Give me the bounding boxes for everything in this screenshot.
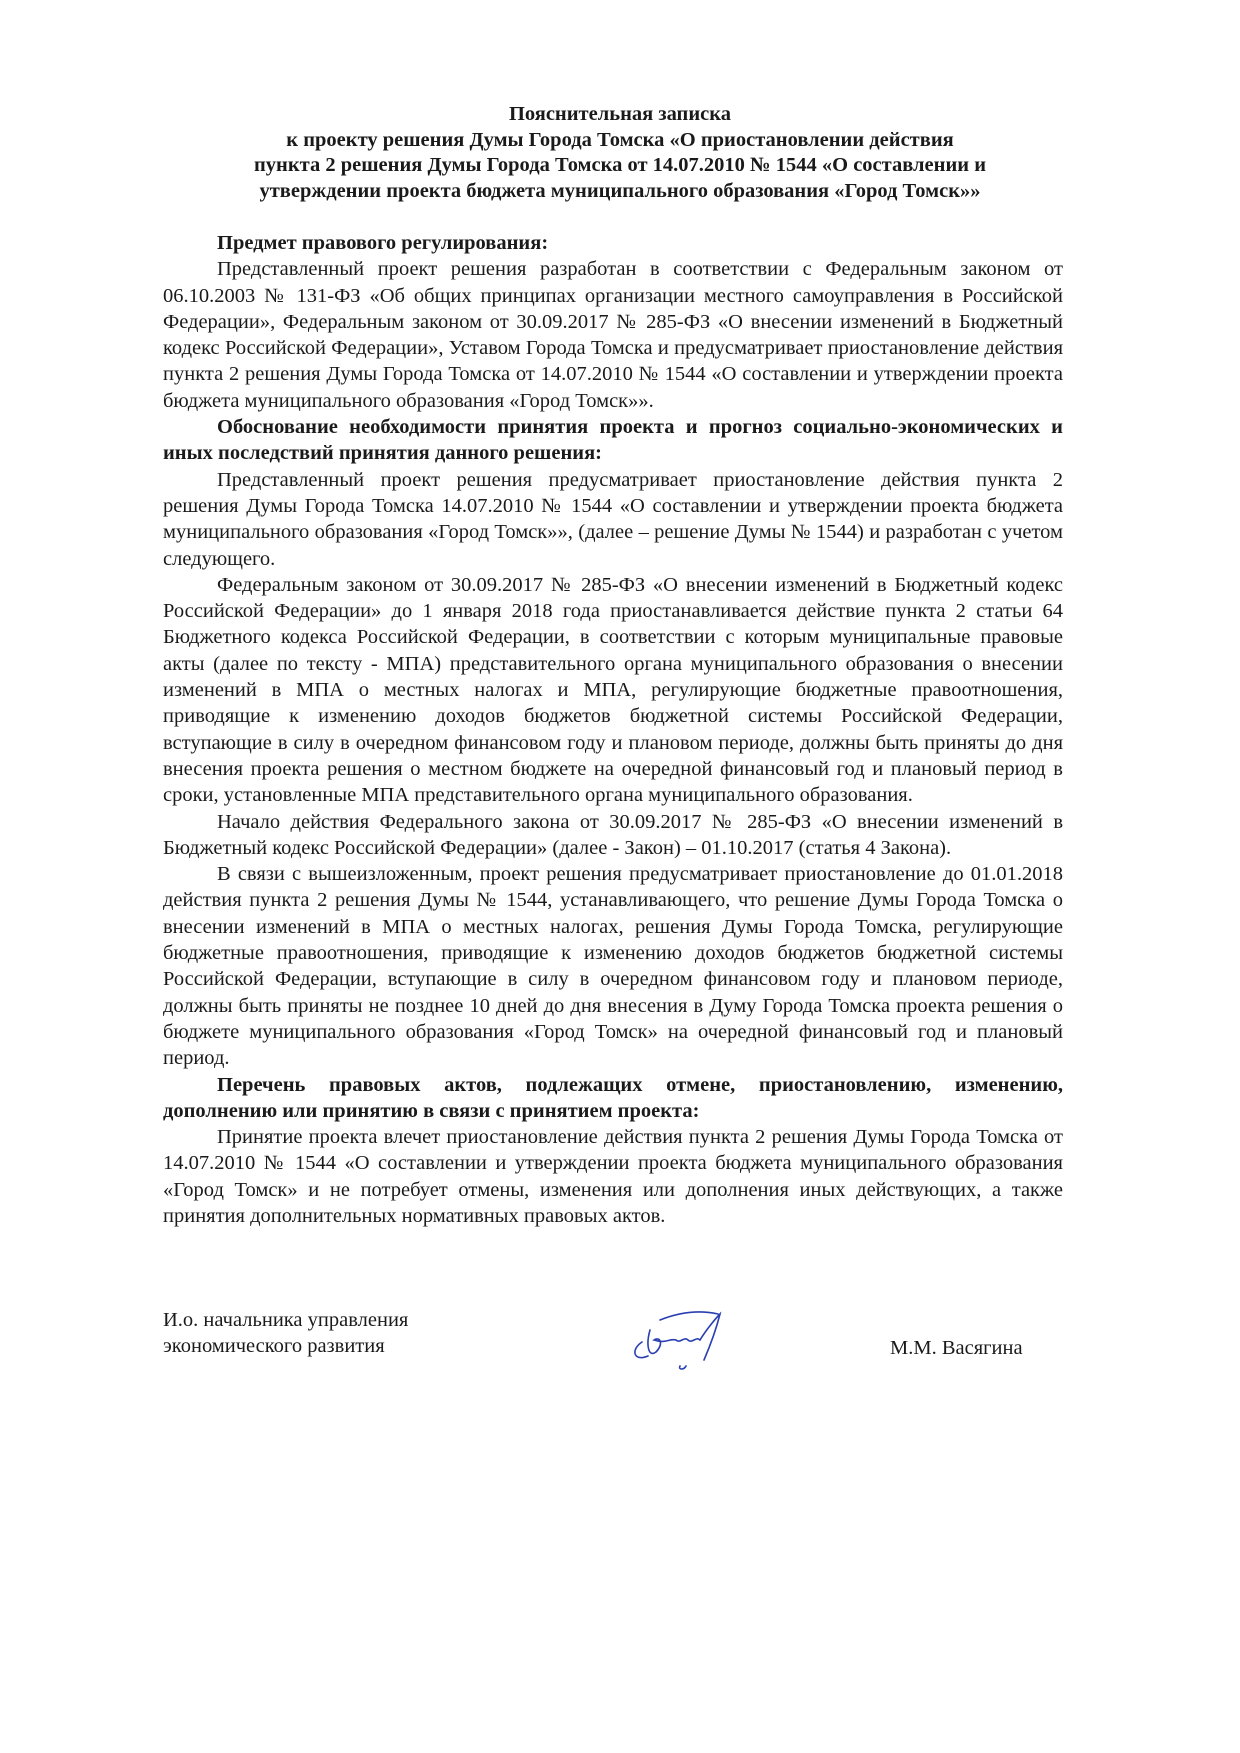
handwritten-signature — [620, 1300, 740, 1370]
document-title — [170, 102, 1070, 204]
paragraph: Представленный проект решения предусматривает приостановление действия пункта 2 решения Думы Города Томска 14.07.2010 № 1544 «О составлении и утверждении проекта бюджета муниципального образования «Город Томск»», (далее – решение Думы № 1544) и разработан с учетом следующего. — [163, 468, 1063, 570]
signatory-name: М.М. Васягина — [890, 1337, 1023, 1359]
title-line: утверждении проекта бюджета муниципального образования «Город Томск»» — [259, 179, 981, 202]
paragraph: Представленный проект решения разработан в соответствии с Федеральным законом от 06.10.2003 № 131-ФЗ «Об общих принципах организации местного самоуправления в Российской Федерации», Федеральным законом от 30.09.2017 № 285-ФЗ «О внесении изменений в Бюджетный кодекс Российской Федерации», Уставом Города Томска и предусматривает приостановление действия пункта 2 решения Думы Города Томска от 14.07.2010 № 1544 «О составлении и утверждении проекта бюджета муниципального образования «Город Томск»». — [163, 258, 1063, 412]
paragraph: Федеральным законом от 30.09.2017 № 285-ФЗ «О внесении изменений в Бюджетный кодекс Российской Федерации» до 1 января 2018 года приостанавливается действие пункта 2 статьи 64 Бюджетного кодекса Российской Федерации, в соответствии с которым муниципальные правовые акты (далее по тексту - МПА) представительного органа муниципального образования о внесении изменений в МПА о местных налогах и МПА, регулирующие бюджетные правоотношения, приводящие к изменению доходов бюджетов бюджетной системы Российской Федерации, вступающие в силу в очередном финансовом году и плановом периоде, должны быть приняты до дня внесения проекта решения о местном бюджете на очередной финансовый год и плановый период в сроки, установленные МПА представительного органа муниципального образования. — [163, 573, 1063, 807]
position-line: экономического развития — [163, 1334, 385, 1357]
title-line: пункта 2 решения Думы Города Томска от 14.07.2010 № 1544 «О составлении и — [253, 154, 987, 176]
paragraph: Начало действия Федерального закона от 30.09.2017 № 285-ФЗ «О внесении изменений в Бюджетный кодекс Российской Федерации» (далее - Закон) – 01.10.2017 (статья 4 Закона). — [163, 810, 1063, 859]
section-heading: Обоснование необходимости принятия проекта и прогноз социально-экономических и иных последствий принятия данного решения: — [163, 416, 1063, 465]
title-line: Пояснительная записка — [508, 103, 732, 125]
section-heading: Перечень правовых актов, подлежащих отмене, приостановлению, изменению, дополнению или принятию в связи с принятием проекта: — [163, 1073, 1063, 1122]
signatory-position — [163, 1308, 408, 1359]
paragraph: В связи с вышеизложенным, проект решения предусматривает приостановление до 01.01.2018 действия пункта 2 решения Думы № 1544, устанавливающего, что решение Думы Города Томска о внесении изменений в МПА о местных налогах, решения Думы Города Томска, регулирующие бюджетные правоотношения, приводящие к изменению доходов бюджетов бюджетной системы Российской Федерации, вступающие в силу в очередном финансовом году и плановом периоде, должны быть приняты не позднее 10 дней до дня внесения в Думу Города Томска проекта решения о бюджете муниципального образования «Город Томск» на очередной финансовый год и плановый период. — [163, 863, 1063, 1070]
section-heading: Предмет правового регулирования: — [217, 232, 549, 254]
paragraph: Принятие проекта влечет приостановление действия пункта 2 решения Думы Города Томска от 14.07.2010 № 1544 «О составлении и утверждении проекта бюджета муниципального образования «Город Томск» и не потребует отмены, изменения или дополнения иных действующих, а также принятия дополнительных нормативных правовых актов. — [163, 1126, 1063, 1227]
title-line: к проекту решения Думы Города Томска «О приостановлении действия — [286, 128, 954, 151]
position-line: И.о. начальника управления — [163, 1309, 409, 1331]
document-body — [163, 230, 1063, 1229]
